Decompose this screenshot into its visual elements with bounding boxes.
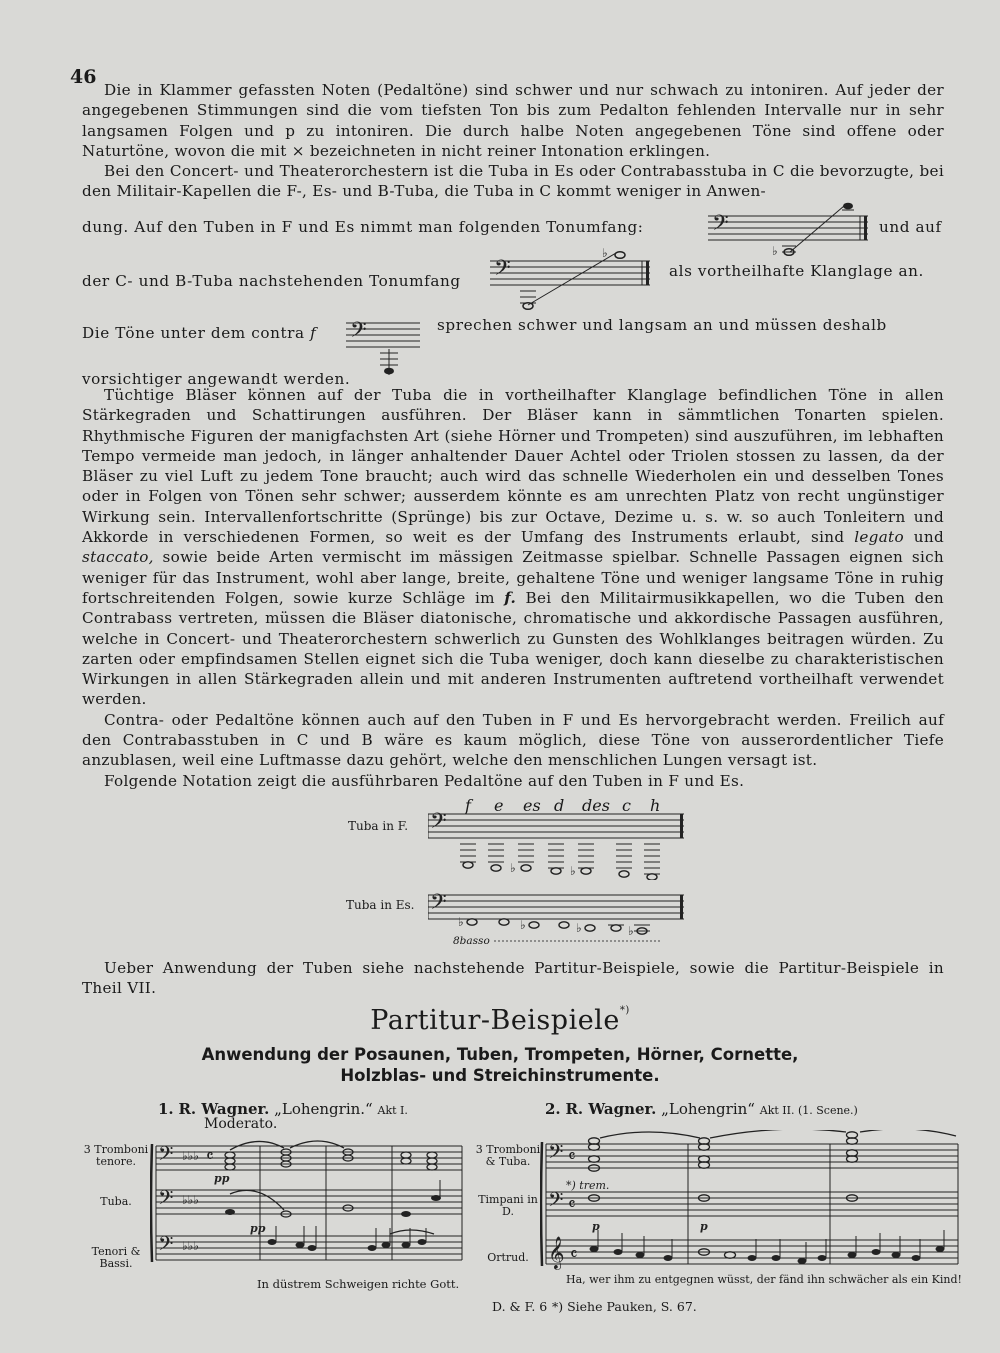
example-2-lyrics: Ha, wer ihm zu entgegnen wüsst, der fänd ihn schwächer als ein Kind! (566, 1273, 962, 1286)
basso-label: 8basso (453, 935, 490, 947)
paragraph-2: Bei den Concert- und Theaterorchestern ist die Tuba in Es oder Contrabasstuba in C die bevorzugte, bei den Militair-Kapellen die F-, Es- und B-Tuba, die Tuba in C kommt weniger in Anwen- (82, 162, 944, 201)
text-block-bottom (82, 958, 944, 999)
svg-text:𝄢: 𝄢 (158, 1186, 174, 1214)
svg-text:𝄢: 𝄢 (430, 890, 447, 920)
range-line-2-end: als vortheilhafte Klanglage an. (669, 262, 924, 280)
svg-text:♭: ♭ (458, 915, 464, 929)
ex2-p-1: p (592, 1220, 600, 1233)
ex1-label-tuba: Tuba. (100, 1195, 132, 1208)
svg-text:𝄢: 𝄢 (712, 211, 729, 241)
range-line-3-before: Die Töne unter dem contra (82, 324, 305, 342)
example-1-composer: R. Wagner. (178, 1100, 270, 1118)
example-2-number: 2. (545, 1100, 561, 1118)
svg-text:𝄢: 𝄢 (494, 256, 511, 286)
paragraph-6: Ueber Anwendung der Tuben siehe nachstehende Partitur-Beispiele, sowie die Partitur-Beispiele in Theil VII. (82, 959, 944, 998)
section-title-mark: *) (619, 1005, 630, 1016)
ex1-pp-2: pp (250, 1222, 266, 1235)
example-1-tempo: Moderato. (204, 1116, 278, 1132)
section-title-text: Partitur-Beispiele (370, 1005, 620, 1036)
paragraph-3 (82, 385, 944, 710)
example-2-heading (545, 1100, 858, 1118)
note-name: h (650, 796, 661, 815)
ex1-label-voices: Tenori & Bassi. (91, 1245, 141, 1270)
svg-text:𝄴: 𝄴 (568, 1147, 576, 1167)
svg-text:♭♭♭: ♭♭♭ (182, 1239, 199, 1253)
svg-text:𝄴: 𝄴 (206, 1147, 214, 1167)
range-staff-2 (490, 243, 656, 315)
ex2-label-ortrud: Ortrud. (487, 1251, 529, 1264)
svg-text:𝄢: 𝄢 (548, 1140, 564, 1168)
example-1-work: „Lohengrin.“ (274, 1100, 373, 1118)
paragraph-5: Folgende Notation zeigt die ausführbaren Pedaltöne auf den Tuben in F und Es. (104, 771, 745, 790)
svg-text:𝄢: 𝄢 (548, 1188, 564, 1216)
range-line-1-text: dung. Auf den Tuben in F und Es nimmt man folgenden Tonumfang: (82, 218, 644, 236)
svg-text:♭♭♭: ♭♭♭ (182, 1149, 199, 1163)
dynamic-f: f (310, 324, 317, 342)
page-number: 46 (70, 66, 97, 88)
example-1-number: 1. (158, 1100, 174, 1118)
text-block-top (82, 80, 944, 202)
section-subtitle-line-2: Holzblas- und Streichinstrumente. (340, 1066, 660, 1085)
tuba-f-staff (428, 808, 688, 884)
range-staff-3 (346, 309, 426, 381)
svg-text:𝄴: 𝄴 (568, 1195, 576, 1215)
svg-text:♭: ♭ (510, 861, 516, 875)
svg-text:♭: ♭ (570, 864, 576, 878)
svg-text:𝄢: 𝄢 (350, 318, 367, 348)
section-subtitle (0, 1044, 1000, 1086)
text-block-middle (82, 385, 944, 791)
svg-text:𝄢: 𝄢 (430, 809, 447, 839)
svg-text:♭: ♭ (772, 244, 778, 258)
range-line-3-text (82, 324, 316, 342)
word-und: und (913, 528, 944, 547)
footer-publisher: D. & F. 6 (492, 1299, 548, 1314)
note-name: d (554, 796, 565, 815)
range-line-3-final: vorsichtiger angewandt werden. (82, 370, 351, 388)
tuba-f-label: Tuba in F. (348, 819, 409, 833)
svg-text:♭♭♭: ♭♭♭ (182, 1193, 199, 1207)
example-2-composer: R. Wagner. (565, 1100, 657, 1118)
ex2-p-2: p (700, 1220, 708, 1233)
tuba-es-label: Tuba in Es. (346, 898, 415, 912)
example-2-score (540, 1130, 964, 1284)
footer-note: *) Siehe Pauken, S. 67. (552, 1299, 697, 1314)
ex2-trem: *) trem. (566, 1179, 610, 1192)
ex2-label-trombones: 3 Tromboni & Tuba. (475, 1143, 541, 1168)
paragraph-3-c: Bei den Militairmusikkapellen, wo die Tuben den Contrabass vertreten, müssen die Bläser diatonische, chromatische und akkordische Passagen ausführen, welche in Concert- und Theaterorchestern schwerlich zu Gunsten des Wohlklanges beitragen würden. Zu zarten oder empfindsamen Stellen eignet sich die Tuba weniger, doch kann dieselbe zu charakteristischen Wirkungen in allen Stärkegraden allein und mit anderen Instrumenten auftretend vortheilhaft verwendet werden. (82, 588, 944, 709)
ex1-label-trombones: 3 Tromboni tenore. (83, 1143, 149, 1168)
term-staccato: staccato, (82, 548, 154, 567)
svg-text:𝄞: 𝄞 (548, 1236, 565, 1269)
note-name: f (465, 796, 471, 815)
example-1-score (150, 1134, 468, 1286)
svg-text:♭: ♭ (602, 246, 608, 260)
term-legato: legato (854, 528, 904, 547)
svg-text:♭: ♭ (576, 921, 582, 935)
svg-text:♭: ♭ (628, 924, 634, 938)
example-1-act: Akt I. (377, 1104, 408, 1117)
range-line-2-text: der C- und B-Tuba nachstehenden Tonumfang (82, 272, 461, 290)
paragraph-3-a: Tüchtige Bläser können auf der Tuba die in vortheilhafter Klanglage befindlichen Töne in allen Stärkegraden und Schattirungen ausführen. Der Bläser kann in sämmtlichen Tonarten spielen. Rhythmische Figuren der manigfachsten Art (siehe Hörner und Trompeten) sind auszuführen, im lebhaften Tempo vermeide man jedoch, in länger anhaltender Dauer Achtel oder Triolen stossen zu lassen, da der Bläser zu viel Luft zu jedem Tone braucht; auch wird das schnelle Wiederholen ein und desselben Tones oder in Folgen von Tönen sehr schwer; ausserdem könnte es am unrechten Platz von recht ungünstiger Wirkung sein. Intervallenfortschritte (Sprünge) bis zur Octave, Dezime u. s. w. so auch Tonleitern und Akkorde in verschiedenen Formen, so weit es der Umfang des Instruments erlaubt, sind (82, 386, 944, 547)
range-staff-1 (708, 200, 874, 262)
dynamic-f2: f. (504, 588, 517, 607)
section-subtitle-line-1: Anwendung der Posaunen, Tuben, Trompeten, Hörner, Cornette, (201, 1045, 799, 1064)
note-name: des (582, 796, 610, 815)
section-title (0, 1005, 1000, 1036)
svg-text:𝄴: 𝄴 (570, 1245, 578, 1265)
svg-text:♭: ♭ (520, 918, 526, 932)
ex2-label-timpani: Timpani in D. (478, 1193, 538, 1218)
note-name: e (494, 796, 504, 815)
example-1-heading (158, 1100, 408, 1118)
note-name: c (622, 796, 631, 815)
paragraph-1: Die in Klammer gefassten Noten (Pedaltöne) sind schwer und nur schwach zu intoniren. Auf jeder der angegebenen Stimmungen sind die vom tiefsten Ton bis zum Pedalton fehlenden Intervalle nur in sehr langsamen Folgen und p zu intoniren. Die durch halbe Noten angegebenen Töne sind offene oder Naturtöne, wovon die mit × bezeichneten in nicht reiner Intonation erklingen. (82, 81, 944, 160)
svg-text:𝄢: 𝄢 (158, 1142, 174, 1170)
example-2-work: „Lohengrin“ (661, 1100, 755, 1118)
example-2-act: Akt II. (1. Scene.) (759, 1104, 858, 1117)
note-name: es (523, 796, 541, 815)
range-line-1-end: und auf (879, 218, 942, 236)
ex1-pp-1: pp (214, 1172, 230, 1185)
paragraph-3-b: sowie beide Arten vermischt im mässigen Zeitmasse spielbar. Schnelle Passagen eignen sich weniger für das Instrument, wohl aber lange, breite, gehaltene Töne und weniger langsame Töne in ruhig fortschreitenden Folgen, sowie kurze Schläge im (82, 548, 944, 607)
example-1-lyrics: In düstrem Schweigen richte Gott. (257, 1277, 460, 1291)
range-line-3-end: sprechen schwer und langsam an und müssen deshalb (437, 316, 887, 334)
paragraph-4: Contra- oder Pedaltöne können auch auf den Tuben in F und Es hervorgebracht werden. Freilich auf den Contrabasstuben in C und B wäre es kaum möglich, diese Töne von ausserordentlicher Tiefe anzublasen, weil eine Luftmasse dazu gehört, welche den menschlichen Lungen versagt ist. (82, 710, 944, 770)
svg-text:𝄢: 𝄢 (158, 1232, 174, 1260)
